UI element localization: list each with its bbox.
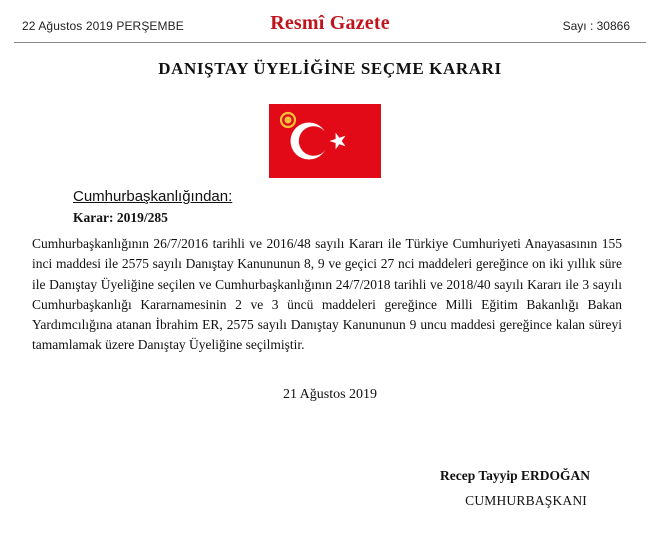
signer-title: CUMHURBAŞKANI bbox=[465, 493, 587, 508]
gazette-title: Resmî Gazete bbox=[270, 12, 390, 34]
issue-number: Sayı : 30866 bbox=[562, 19, 630, 33]
header-date: 22 Ağustos 2019 PERŞEMBE bbox=[22, 19, 184, 33]
decision-number: Karar: 2019/285 bbox=[73, 210, 168, 225]
decision-date: 21 Ağustos 2019 bbox=[282, 387, 378, 402]
issuer-heading: Cumhurbaşkanlığından: bbox=[73, 188, 233, 205]
turkish-flag-icon bbox=[269, 104, 381, 178]
signer-name: Recep Tayyip ERDOĞAN bbox=[439, 468, 590, 483]
header-divider bbox=[14, 42, 646, 43]
decision-body: Cumhurbaşkanlığının 26/7/2016 tarihli ve 2016/48 sayılı Kararı ile Türkiye Cumhuriyeti Anayasasının 155 inci maddesi ile 2575 sayılı Danıştay Kanununun 8, 9 ve geçici 27 nci maddeleri gereğince on iki yıllık süre ile Danıştay Üyeliğine seçilen ve Cumhurbaşkanlığının 24/7/2018 tarihli ve 2018/40 sayılı Kararı ile 3 sayılı Cumhurbaşkanlığı Kararnamesinin 2 ve 3 üncü maddeleri gereğince Milli Eğitim Bakanlığı Bakan Yardımcılığına atanan İbrahim ER, 2575 sayılı Danıştay Kanununun 9 uncu maddesi gereğince kalan süreyi tamamlamak üzere Danıştay Üyeliğine seçilmiştir. bbox=[32, 236, 622, 353]
document-title: DANIŞTAY ÜYELİĞİNE SEÇME KARARI bbox=[158, 59, 502, 78]
